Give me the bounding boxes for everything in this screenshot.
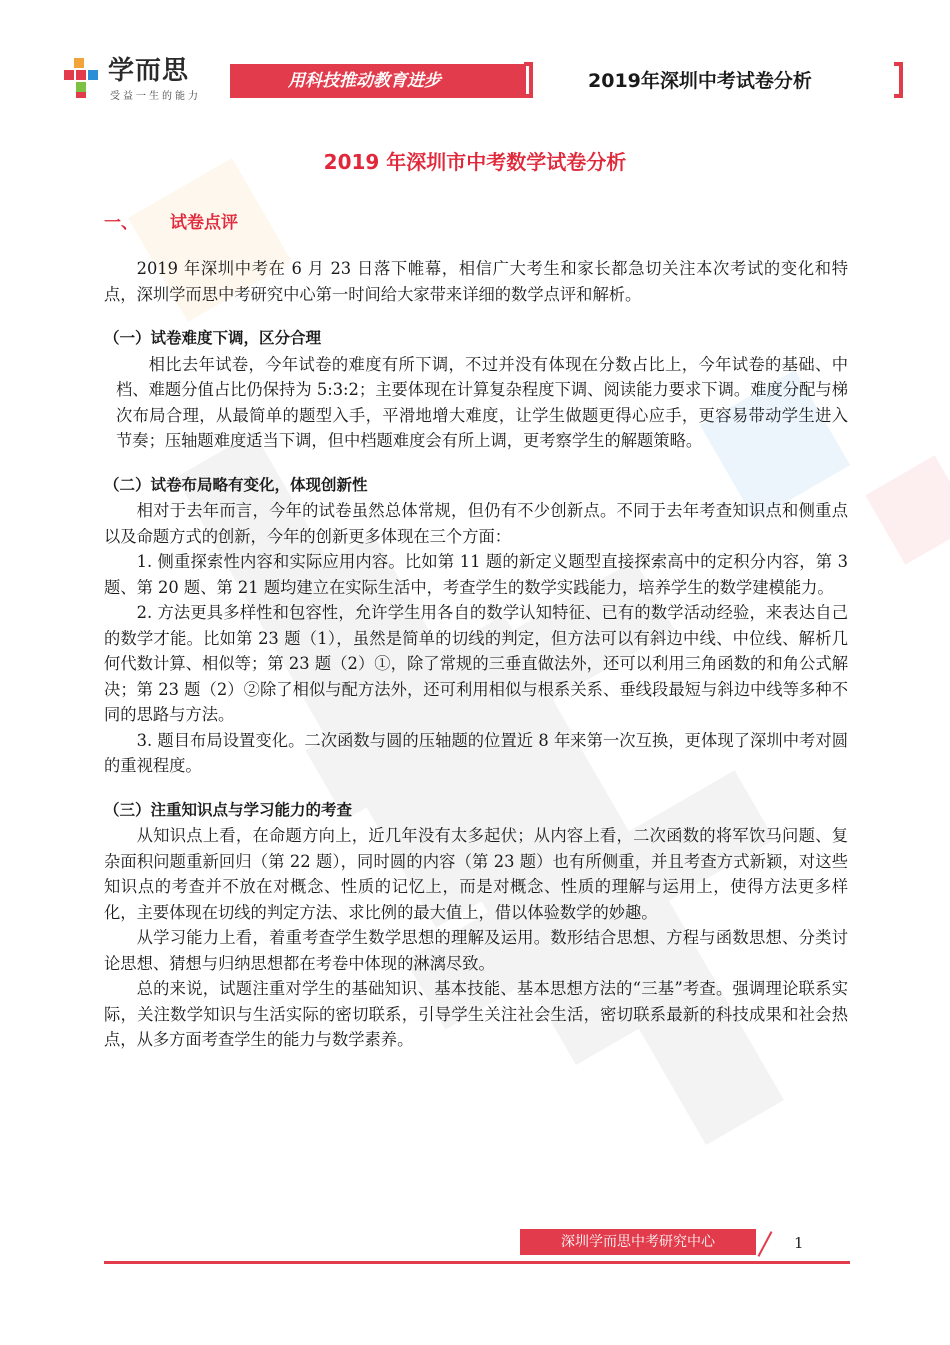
paragraph: 总的来说，试题注重对学生的基础知识、基本技能、基本思想方法的“三基”考查。强调理论联系实际，关注数学知识与生活实际的密切联系，引导学生关注社会生活，密切联系最新的科技成果和社会热点，从多方面考查学生的能力与数学素养。 — [104, 979, 848, 1049]
section-number: 一、 — [104, 213, 138, 233]
list-item: 1. 侧重探索性内容和实际应用内容。比如第 11 题的新定义题型直接探索高中的定积分内容，第 3 题、第 20 题、第 21 题均建立在实际生活中，考查学生的数学实践能力，培养学生的数学建模能力。 — [104, 552, 848, 597]
brand-name: 学而思 — [108, 56, 190, 86]
bracket-decoration — [524, 62, 533, 98]
section-title: 试卷点评 — [170, 213, 238, 233]
intro-paragraph: 2019 年深圳中考在 6 月 23 日落下帷幕，相信广大考生和家长都急切关注本次考试的变化和特点，深圳学而思中考研究中心第一时间给大家带来详细的数学点评和解析。 — [104, 259, 848, 304]
section-heading — [104, 208, 238, 233]
paragraph: 相比去年试卷，今年试卷的难度有所下调，不过并没有体现在分数占比上，今年试卷的基础、中档、难题分值占比仍保持为 5:3:2；主要体现在计算复杂程度下调、阅读能力要求下调。难度分配与梯次布局合理，从最简单的题型入手，平滑地增大难度，让学生做题更得心应手，更容易带动学生进入节奏；压轴题难度适当下调，但中档题难度会有所上调，更考察学生的解题策略。 — [116, 354, 848, 450]
footer-rule — [104, 1261, 850, 1264]
article-body — [104, 256, 848, 1053]
document-title: 2019 年深圳市中考数学试卷分析 — [323, 150, 627, 174]
subsection-heading: （二）试卷布局略有变化，体现创新性 — [104, 475, 368, 494]
list-item: 3. 题目布局设置变化。二次函数与圆的压轴题的位置近 8 年来第一次互换，更体现了深圳中考对圆的重视程度。 — [104, 730, 848, 775]
brand-mark-icon — [64, 58, 100, 98]
brand-logo — [64, 56, 214, 104]
paragraph: 从学习能力上看，着重考查学生数学思想的理解及运用。数形结合思想、方程与函数思想、分类讨论思想、猜想与归纳思想都在考卷中体现的淋漓尽致。 — [104, 928, 848, 973]
list-item: 2. 方法更具多样性和包容性，允许学生用各自的数学认知特征、已有的数学活动经验，来表达自己的数学才能。比如第 23 题（1），虽然是简单的切线的判定，但方法可以有斜边中线、中位线、解析几何代数计算、相似等；第 23 题（2）①，除了常规的三垂直做法外，还可以利用三角函数的和角公式解决；第 23 题（2）②除了相似与配方法外，还可利用相似与根系关系、垂线段最短与斜边中线等多种不同的思路与方法。 — [104, 603, 848, 724]
slogan-banner: 用科技推动教育进步 — [230, 64, 526, 98]
brand-slogan: 受益一生的能力 — [110, 91, 201, 102]
subsection-heading: （一）试卷难度下调，区分合理 — [104, 329, 322, 347]
page-number: 1 — [794, 1234, 804, 1252]
paragraph: 从知识点上看，在命题方向上，近几年没有太多起伏；从内容上看，二次函数的将军饮马问题、复杂面积问题重新回归（第 22 题），同时圆的内容（第 23 题）也有所侧重，并且考查方式新颖，对这些知识点的考查并不放在对概念、性质的记忆上，而是对概念、性质的理解与运用上，使得方法更多样化，主要体现在切线的判定方法、求比例的最大值上，借以体验数学的妙趣。 — [104, 826, 848, 922]
bracket-decoration — [894, 62, 903, 98]
paragraph: 相对于去年而言，今年的试卷虽然总体常规，但仍有不少创新点。不同于去年考查知识点和侧重点以及命题方式的创新，今年的创新更多体现在三个方面： — [104, 501, 848, 546]
header-title: 2019年深圳中考试卷分析 — [588, 70, 812, 92]
footer-divider — [758, 1231, 773, 1257]
subsection-heading: （三）注重知识点与学习能力的考查 — [104, 800, 353, 819]
footer-label: 深圳学而思中考研究中心 — [520, 1229, 756, 1255]
